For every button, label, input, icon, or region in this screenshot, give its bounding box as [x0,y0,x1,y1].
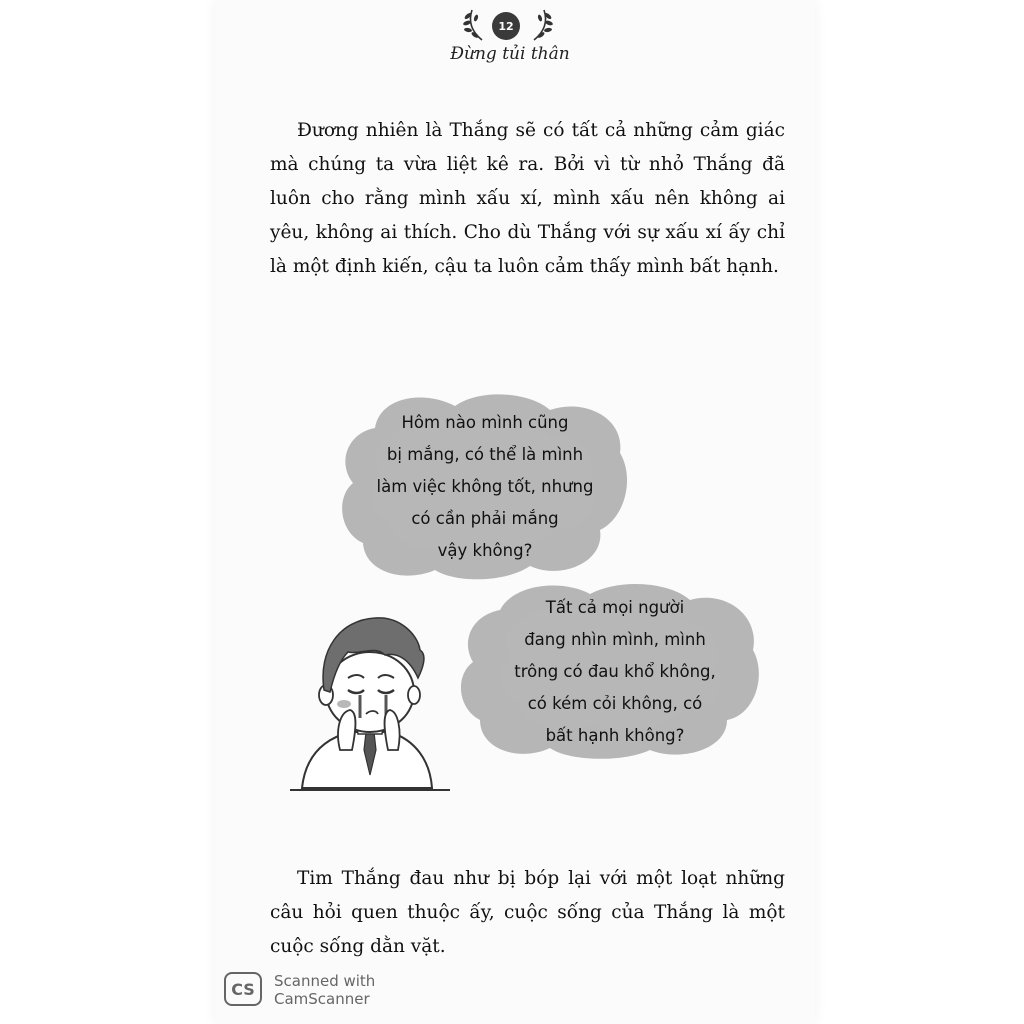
laurel-right-icon [528,8,554,42]
bubble-1-line: làm việc không tốt, nhưng [376,477,594,496]
thought-bubble-2 [455,580,765,760]
laurel-left-icon [462,8,488,42]
bubble-1-line: có cần phải mắng [411,509,559,528]
paragraph-closing: Tim Thắng đau như bị bóp lại với một loạt những câu hỏi quen thuộc ấy, cuộc sống của Thắng là một cuộc sống dằn vặt. [270,868,785,957]
bubble-2-line: Tất cả mọi người [545,598,685,617]
sad-boy-illustration-icon [290,600,450,800]
page-header [430,4,590,84]
bubble-1-line: bị mắng, có thể là mình [386,445,584,464]
bubble-1-text [365,407,605,567]
bubble-2-text [495,592,735,752]
page-number-badge: 12 [492,12,520,40]
scanner-line-1: Scanned with [274,972,376,990]
bubble-2-line: bất hạnh không? [545,726,685,745]
bubble-1-line: vậy không? [437,541,533,560]
chapter-title: Đừng tủi thân [450,44,570,64]
bubble-2-line: có kém cỏi không, có [527,694,703,713]
camscanner-watermark [224,970,424,1014]
bubble-2-line: đang nhìn mình, mình [524,630,706,649]
camscanner-logo: CS [224,972,262,1006]
paragraph-intro: Đương nhiên là Thắng sẽ có tất cả những cảm giác mà chúng ta vừa liệt kê ra. Bởi vì từ nhỏ Thắng đã luôn cho rằng mình xấu xí, mình xấu nên không ai yêu, không ai thích. Cho dù Thắng với sự xấu xí ấy chỉ là một định kiến, cậu ta luôn cảm thấy mình bất hạnh. [270,120,785,277]
thought-bubble-1 [335,388,635,583]
bubble-2-line: trông có đau khổ không, [514,662,716,681]
bubble-1-line: Hôm nào mình cũng [401,413,569,432]
scanner-line-2: CamScanner [274,990,370,1008]
